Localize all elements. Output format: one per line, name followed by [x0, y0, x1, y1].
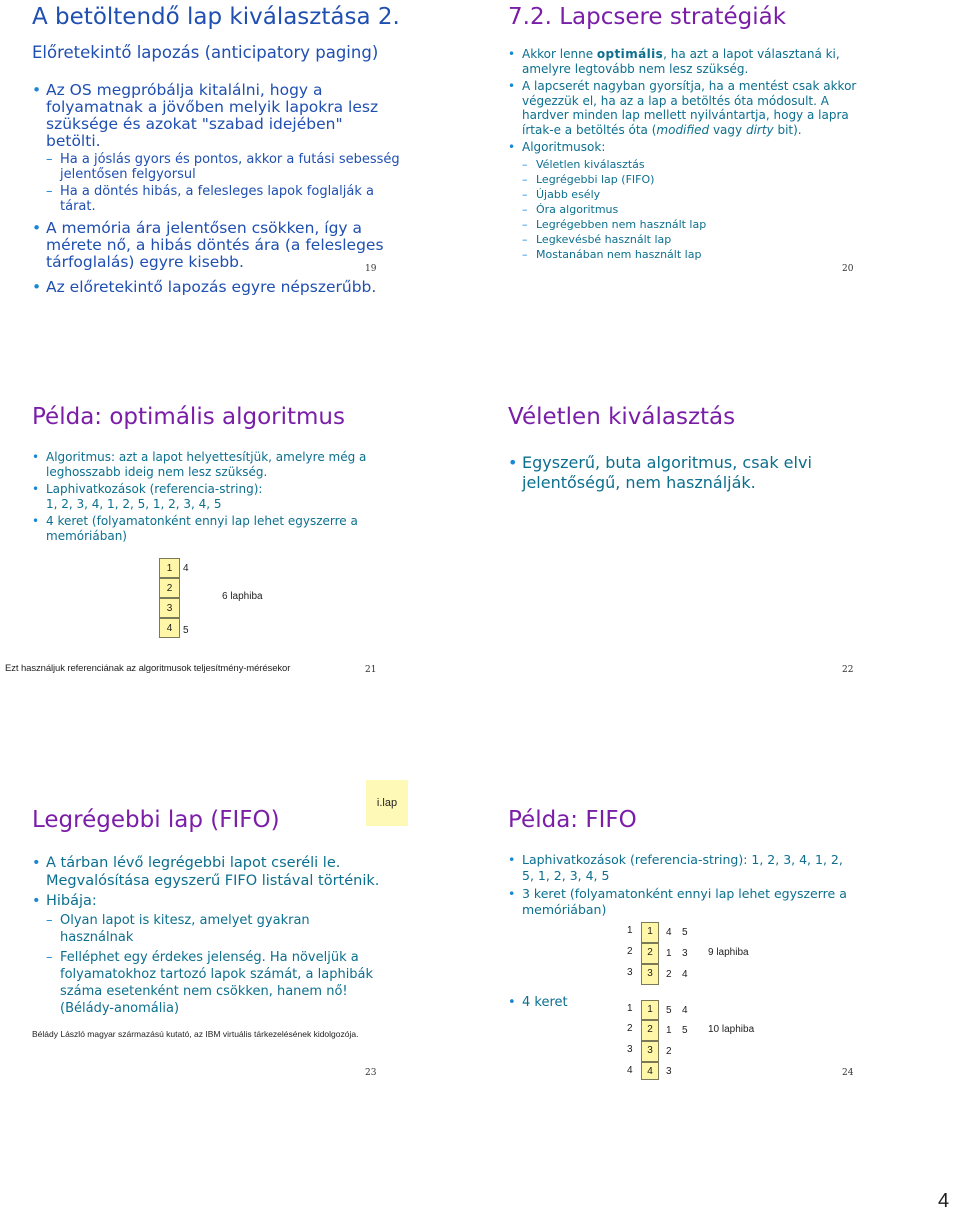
- list-item: • 4 keret (folyamatonként ennyi lap lehet egyszerre a memóriában): [32, 514, 372, 544]
- list-item: – Legrégebben nem használt lap: [522, 217, 858, 232]
- frame-cell: 2: [641, 943, 659, 964]
- replaced-page: 1: [666, 1025, 672, 1036]
- bullet-list: [508, 995, 608, 1011]
- slide-21: [5, 400, 480, 690]
- list-item: – Óra algoritmus: [522, 202, 858, 217]
- slide-title: Példa: FIFO: [508, 807, 637, 833]
- list-item: • Akkor lenne optimális, ha azt a lapot választaná ki, amelyre legtovább nem lesz szükség.: [508, 47, 858, 76]
- list-item: – Véletlen kiválasztás: [522, 157, 858, 172]
- bullet-list: [508, 453, 828, 493]
- frame-label: 1: [627, 1003, 633, 1014]
- tag-box: i.lap: [366, 780, 408, 826]
- replaced-page: 4: [183, 563, 189, 574]
- slide-23: [20, 780, 480, 1080]
- fault-count: 9 laphiba: [708, 947, 749, 958]
- frame-cell: 2: [641, 1020, 659, 1041]
- slide-title: 7.2. Lapcsere stratégiák: [508, 4, 787, 30]
- fault-count: 10 laphiba: [708, 1024, 755, 1035]
- list-item: • 3 keret (folyamatonként ennyi lap lehet egyszerre a memóriában): [508, 886, 858, 918]
- bullet-list: [508, 47, 858, 262]
- list-item: – Ha a döntés hibás, a felesleges lapok foglalják a tárat.: [46, 184, 402, 214]
- bullet-list: [32, 854, 382, 1017]
- frame-label: 4: [627, 1065, 633, 1076]
- frame-label: 3: [627, 967, 633, 978]
- list-item: • Hibája: – Olyan lapot is kitesz, amelyet gyakran használnak – Felléphet egy érdekes jelenség. Ha növeljük a folyamatokhoz tartozó lapok számát, a laphibák száma esetenként nem csökken, hanem nő! (Bélády-anomália): [32, 892, 382, 1017]
- list-item: • A lapcserét nagyban gyorsítja, ha a mentést csak akkor végezzük el, ha az a lap a betöltés óta módosult. A hardver minden lap mellett nyilvántartja, hogy a lapra írtak-e a betöltés óta (modified vagy dirty bit).: [508, 79, 858, 137]
- replaced-page: 4: [682, 969, 688, 980]
- replaced-page: 4: [666, 927, 672, 938]
- frame-cell: 1: [641, 922, 659, 943]
- list-item: • Algoritmus: azt a lapot helyettesítjük, amelyre még a leghosszabb ideig nem lesz szükség.: [32, 450, 372, 480]
- fault-count: 6 laphiba: [222, 591, 263, 602]
- list-item: – Újabb esély: [522, 187, 858, 202]
- frame-cell: 4: [159, 618, 180, 638]
- frame-cell: 2: [159, 578, 180, 598]
- frame-cell: 3: [641, 1041, 659, 1062]
- frame-cell: 4: [641, 1062, 659, 1080]
- frame-cell: 1: [641, 1000, 659, 1020]
- replaced-page: 3: [682, 948, 688, 959]
- replaced-page: 4: [682, 1005, 688, 1016]
- page-number: 19: [365, 264, 377, 274]
- frame-cell: 1: [159, 558, 180, 578]
- frame-label: 3: [627, 1044, 633, 1055]
- slide-22: [496, 400, 956, 690]
- bullet-list: [32, 82, 402, 296]
- list-item: • Az előretekintő lapozás egyre népszerűbb.: [32, 279, 402, 296]
- frame-label: 2: [627, 946, 633, 957]
- bullet-list: [32, 450, 372, 544]
- frame-label: 2: [627, 1023, 633, 1034]
- page-number: 21: [365, 665, 377, 675]
- replaced-page: 2: [666, 969, 672, 980]
- slide-24: [496, 780, 956, 1080]
- slide-title: A betöltendő lap kiválasztása 2.: [32, 4, 400, 30]
- list-item: – Mostanában nem használt lap: [522, 247, 858, 262]
- list-item: • Algoritmusok: – Véletlen kiválasztás – Legrégebbi lap (FIFO) – Újabb esély – Óra algoritmus – Legrégebben nem használt lap – Legkevésbé használt lap – Mostanában nem használt lap: [508, 140, 858, 262]
- footnote: Bélády László magyar származású kutató, az IBM virtuális tárkezelésének kidolgozója.: [32, 1029, 359, 1039]
- slide-title: Véletlen kiválasztás: [508, 404, 736, 430]
- slide-title: Példa: optimális algoritmus: [32, 404, 345, 430]
- list-item: • Az OS megpróbálja kitalálni, hogy a folyamatnak a jövőben melyik lapokra lesz szüksége és azokat "szabad idejében" betölti. – Ha a jóslás gyors és pontos, akkor a futási sebesség jelentősen felgyorsul – Ha a döntés hibás, a felesleges lapok foglalják a tárat.: [32, 82, 402, 214]
- frame-cell: 3: [159, 598, 180, 618]
- slide-20: [496, 0, 956, 280]
- list-item: • Laphivatkozások (referencia-string): 1, 2, 3, 4, 1, 2, 5, 1, 2, 3, 4, 5: [32, 482, 372, 512]
- list-item: • Laphivatkozások (referencia-string): 1, 2, 3, 4, 1, 2, 5, 1, 2, 3, 4, 5: [508, 852, 858, 884]
- list-item: • A tárban lévő legrégebbi lapot cseréli le. Megvalósítása egyszerű FIFO listával történik.: [32, 854, 382, 890]
- sheet-number: 4: [938, 1190, 950, 1212]
- page-number: 20: [842, 264, 854, 274]
- replaced-page: 2: [666, 1046, 672, 1057]
- replaced-page: 5: [682, 927, 688, 938]
- list-item: • 4 keret: [508, 995, 608, 1011]
- page-number: 24: [842, 1068, 854, 1078]
- slide-title: Legrégebbi lap (FIFO): [32, 807, 280, 833]
- list-item: • A memória ára jelentősen csökken, így a mérete nő, a hibás döntés ára (a felesleges tárfoglalás) egyre kisebb.: [32, 220, 402, 271]
- list-item: – Legkevésbé használt lap: [522, 232, 858, 247]
- slide-subtitle: Előretekintő lapozás (anticipatory paging): [32, 43, 379, 62]
- replaced-page: 5: [666, 1005, 672, 1016]
- list-item: – Olyan lapot is kitesz, amelyet gyakran használnak: [46, 912, 382, 946]
- bullet-list: [508, 852, 858, 918]
- list-item: – Felléphet egy érdekes jelenség. Ha növeljük a folyamatokhoz tartozó lapok számát, a laphibák száma esetenként nem csökken, hanem nő! (Bélády-anomália): [46, 949, 380, 1017]
- list-item: – Ha a jóslás gyors és pontos, akkor a futási sebesség jelentősen felgyorsul: [46, 152, 402, 182]
- page-number: 23: [365, 1068, 377, 1078]
- replaced-page: 5: [682, 1025, 688, 1036]
- replaced-page: 5: [183, 625, 189, 636]
- page-number: 22: [842, 665, 854, 675]
- frame-cell: 3: [641, 964, 659, 985]
- frame-label: 1: [627, 925, 633, 936]
- replaced-page: 3: [666, 1066, 672, 1077]
- slide-19: [20, 0, 480, 296]
- list-item: – Legrégebbi lap (FIFO): [522, 172, 858, 187]
- list-item: • Egyszerű, buta algoritmus, csak elvi jelentőségű, nem használják.: [508, 453, 828, 493]
- footnote: Ezt használjuk referenciának az algoritmusok teljesítmény-mérésekor: [5, 663, 291, 674]
- replaced-page: 1: [666, 948, 672, 959]
